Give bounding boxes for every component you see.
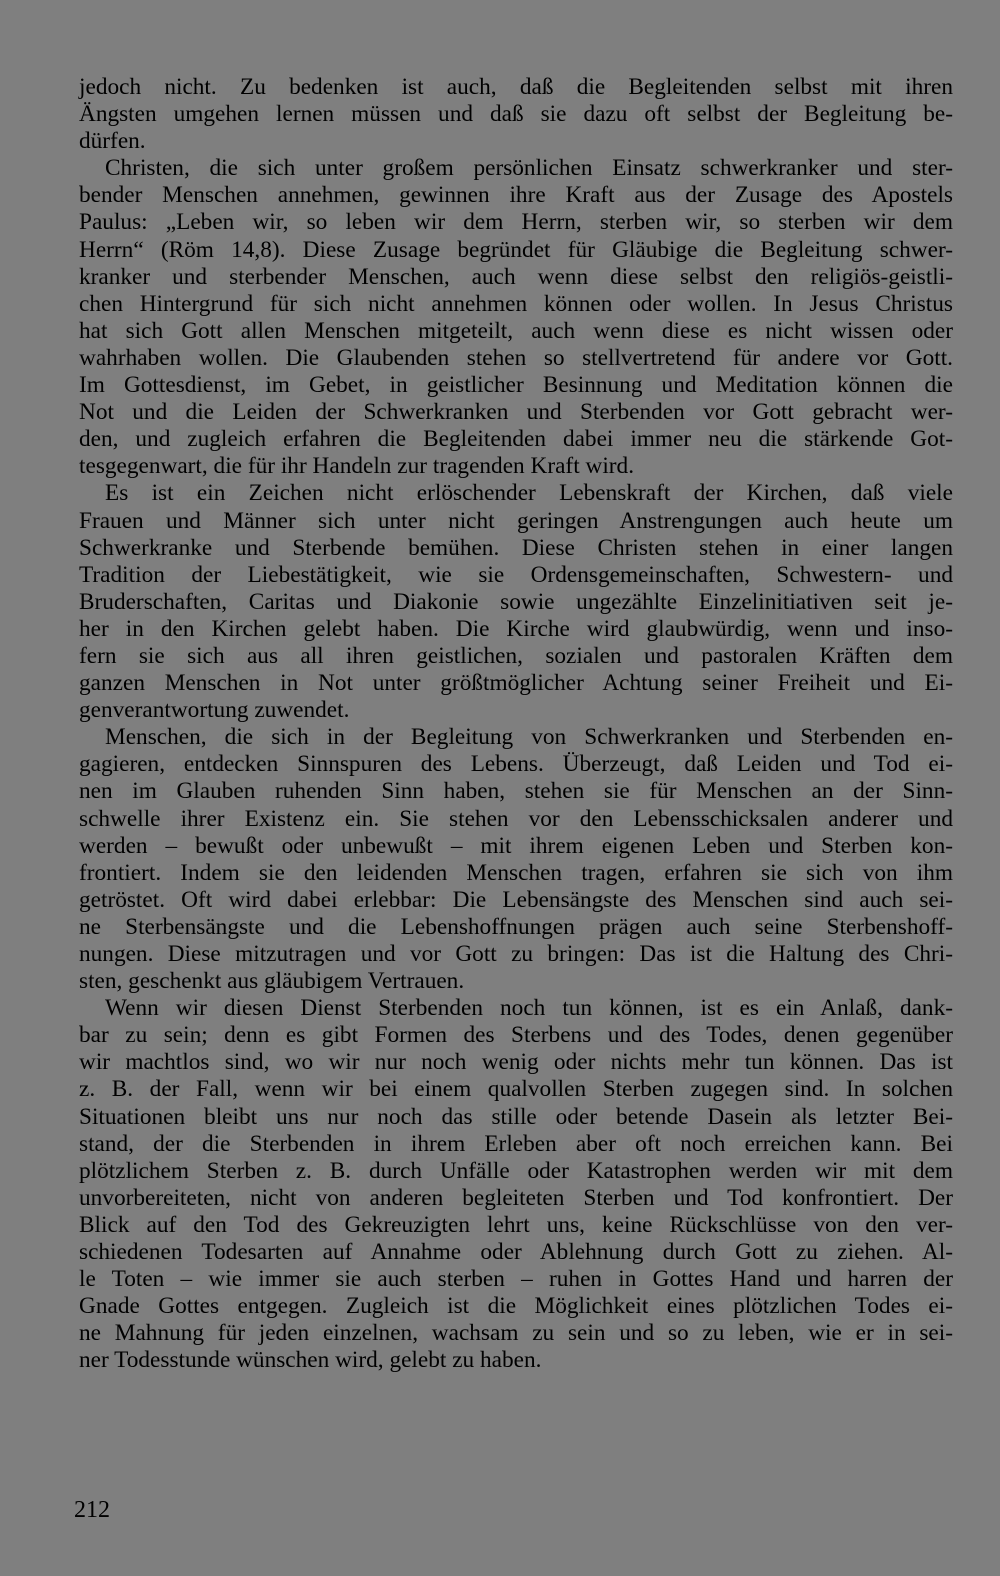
paragraph	[79, 155, 953, 480]
text-line: Paulus: „Leben wir, so leben wir dem Herrn, sterben wir, so sterben wir dem	[79, 209, 953, 236]
text-line: kranker und sterbender Menschen, auch wenn diese selbst den religiös-geistli-	[79, 263, 953, 290]
text-line: Situationen bleibt uns nur noch das stille oder betende Dasein als letzter Bei-	[79, 1103, 953, 1130]
text-line: wir machtlos sind, wo wir nur noch wenig oder nichts mehr tun können. Das ist	[79, 1049, 953, 1076]
page-number: 212	[74, 1497, 110, 1523]
text-line: tesgegenwart, die für ihr Handeln zur tragenden Kraft wird.	[79, 453, 635, 480]
text-line: Christen, die sich unter großem persönlichen Einsatz schwerkranker und ster-	[105, 155, 953, 182]
text-line: nungen. Diese mitzutragen und vor Gott zu bringen: Das ist die Haltung des Chri-	[79, 941, 953, 967]
text-line: sten, geschenkt aus gläubigem Vertrauen.	[79, 968, 465, 995]
text-line: Es ist ein Zeichen nicht erlöschender Lebenskraft der Kirchen, daß viele	[105, 480, 953, 507]
text-line: unvorbereiteten, nicht von anderen begleiteten Sterben und Tod konfrontiert. Der	[79, 1184, 953, 1211]
text-line: den, und zugleich erfahren die Begleitenden dabei immer neu die stärkende Got-	[79, 426, 953, 453]
text-line: frontiert. Indem sie den leidenden Menschen tragen, erfahren sie sich von ihm	[79, 859, 953, 886]
paragraph	[79, 74, 953, 155]
text-line: Bruderschaften, Caritas und Diakonie sowie ungezählte Einzelinitiativen seit je-	[79, 588, 953, 615]
text-line: Blick auf den Tod des Gekreuzigten lehrt uns, keine Rückschlüsse von den ver-	[79, 1211, 953, 1238]
text-line: gagieren, entdecken Sinnspuren des Lebens. Überzeugt, daß Leiden und Tod ei-	[79, 751, 953, 778]
text-line: z. B. der Fall, wenn wir bei einem qualvollen Sterben zugegen sind. In solchen	[79, 1076, 953, 1103]
paragraph	[79, 724, 953, 995]
text-line: le Toten – wie immer sie auch sterben – ruhen in Gottes Hand und harren der	[79, 1266, 953, 1293]
text-line: ne Sterbensängste und die Lebenshoffnungen prägen auch seine Sterbenshoff-	[79, 913, 953, 940]
text-line: stand, der die Sterbenden in ihrem Erleben aber oft noch erreichen kann. Bei	[79, 1130, 953, 1157]
page-body	[79, 74, 953, 1375]
text-line: Not und die Leiden der Schwerkranken und Sterbenden vor Gott gebracht wer-	[79, 399, 953, 426]
text-line: nen im Glauben ruhenden Sinn haben, stehen sie für Menschen an der Sinn-	[79, 778, 953, 805]
text-line: ganzen Menschen in Not unter größtmöglicher Achtung seiner Freiheit und Ei-	[79, 670, 953, 697]
text-line: schiedenen Todesarten auf Annahme oder Ablehnung durch Gott zu ziehen. Al-	[79, 1239, 953, 1266]
text-line: her in den Kirchen gelebt haben. Die Kirche wird glaubwürdig, wenn und inso-	[79, 615, 953, 642]
text-line: bender Menschen annehmen, gewinnen ihre Kraft aus der Zusage des Apostels	[79, 182, 953, 209]
text-line: bar zu sein; denn es gibt Formen des Sterbens und des Todes, denen gegenüber	[79, 1022, 953, 1049]
text-line: schwelle ihrer Existenz ein. Sie stehen vor den Lebensschicksalen anderer und	[79, 805, 953, 832]
text-line: Frauen und Männer sich unter nicht geringen Anstrengungen auch heute um	[79, 507, 953, 534]
text-line: genverantwortung zuwendet.	[79, 697, 350, 724]
text-line: plötzlichem Sterben z. B. durch Unfälle oder Katastrophen werden wir mit dem	[79, 1157, 953, 1184]
text-line: getröstet. Oft wird dabei erlebbar: Die Lebensängste des Menschen sind auch sei-	[79, 886, 953, 913]
text-line: Tradition der Liebestätigkeit, wie sie Ordensgemeinschaften, Schwestern- und	[79, 561, 953, 588]
text-line: Menschen, die sich in der Begleitung von Schwerkranken und Sterbenden en-	[105, 724, 953, 751]
text-line: hat sich Gott allen Menschen mitgeteilt, auch wenn diese es nicht wissen oder	[79, 317, 953, 344]
paragraph	[79, 995, 953, 1374]
text-line: wahrhaben wollen. Die Glaubenden stehen so stellvertretend für andere vor Gott.	[79, 344, 953, 371]
text-line: jedoch nicht. Zu bedenken ist auch, daß die Begleitenden selbst mit ihren	[79, 74, 953, 100]
text-line: fern sie sich aus all ihren geistlichen, sozialen und pastoralen Kräften dem	[79, 642, 953, 669]
text-line: Im Gottesdienst, im Gebet, in geistlicher Besinnung und Meditation können die	[79, 372, 953, 399]
text-line: Herrn“ (Röm 14,8). Diese Zusage begründet für Gläubige die Begleitung schwer-	[79, 236, 953, 263]
text-line: Gnade Gottes entgegen. Zugleich ist die Möglichkeit eines plötzlichen Todes ei-	[79, 1293, 953, 1320]
text-line: Schwerkranke und Sterbende bemühen. Diese Christen stehen in einer langen	[79, 534, 953, 561]
text-line: Ängsten umgehen lernen müssen und daß sie dazu oft selbst der Begleitung be-	[79, 101, 953, 128]
text-line: ne Mahnung für jeden einzelnen, wachsam zu sein und so zu leben, wie er in sei-	[79, 1320, 953, 1347]
text-line: dürfen.	[79, 128, 146, 155]
text-line: chen Hintergrund für sich nicht annehmen können oder wollen. In Jesus Christus	[79, 290, 953, 317]
text-line: Wenn wir diesen Dienst Sterbenden noch tun können, ist es ein Anlaß, dank-	[105, 995, 953, 1022]
text-line: ner Todesstunde wünschen wird, gelebt zu haben.	[79, 1347, 542, 1374]
text-line: werden – bewußt oder unbewußt – mit ihrem eigenen Leben und Sterben kon-	[79, 832, 953, 859]
paragraph	[79, 480, 953, 724]
